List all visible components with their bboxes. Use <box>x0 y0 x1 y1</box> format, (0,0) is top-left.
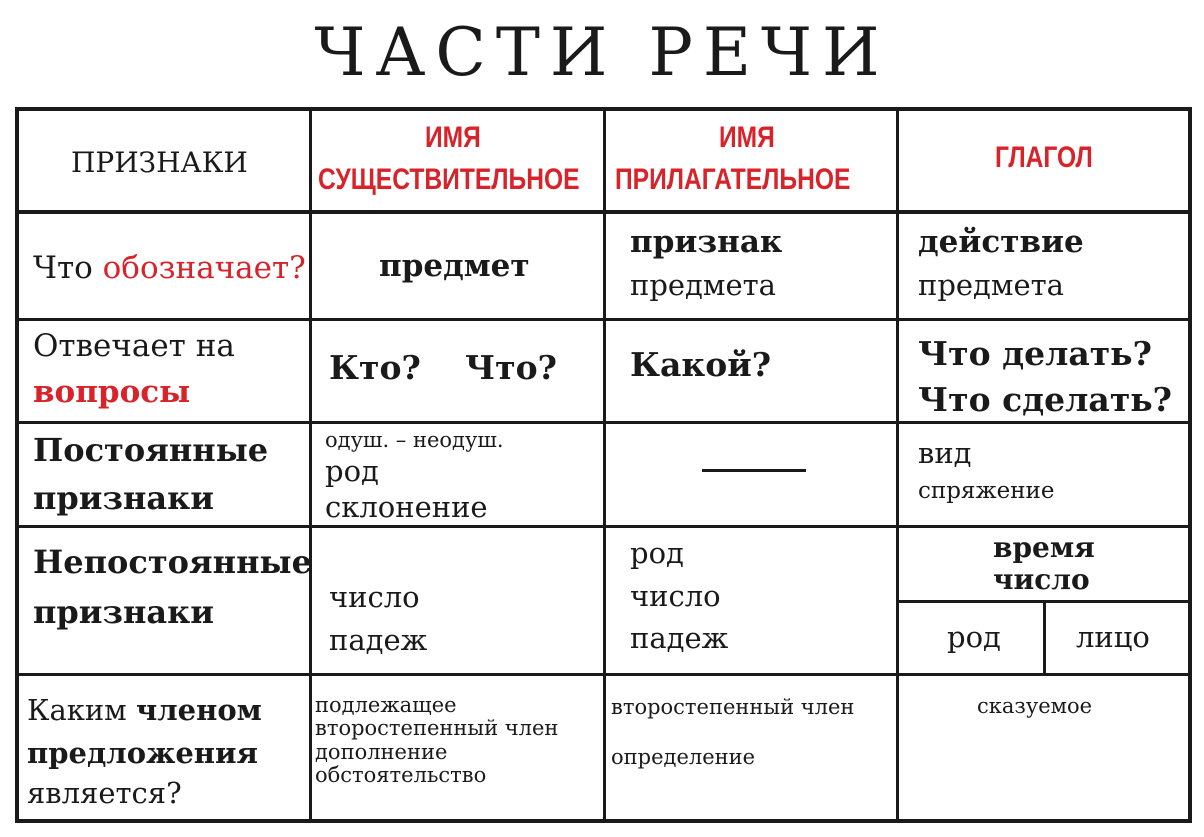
column-divider <box>896 111 899 819</box>
verb-syntax-predicate: сказуемое <box>977 694 1093 718</box>
header-adjective-line1: ИМЯ <box>719 121 775 154</box>
verb-question-1: Что делать? <box>918 334 1152 373</box>
row-constant-label-line1: Постоянные <box>33 431 269 469</box>
adjective-question: Какой? <box>630 345 772 384</box>
header-verb: ГЛАГОЛ <box>995 141 1093 174</box>
verb-constant-conjugation: спряжение <box>918 478 1055 504</box>
header-divider <box>19 210 1188 214</box>
noun-variable-case: падеж <box>329 623 428 657</box>
noun-constant-declension: склонение <box>325 490 488 524</box>
noun-syntax-subject: подлежащее <box>315 693 457 717</box>
noun-question-who: Кто? <box>329 348 421 387</box>
verb-constant-aspect: вид <box>918 436 972 470</box>
verb-subcell-divider <box>1043 601 1046 674</box>
page-title: ЧАСТИ РЕЧИ <box>314 14 890 91</box>
header-adjective-line2: ПРИЛАГАТЕЛЬНОЕ <box>615 163 851 196</box>
header-features: ПРИЗНАКИ <box>71 146 248 179</box>
row-divider <box>19 318 1188 321</box>
row-constant-label-line2: признаки <box>33 479 214 517</box>
verb-variable-tense: время <box>993 531 1095 564</box>
row-meaning-label <box>33 250 306 286</box>
row-syntax-label-plain: Каким <box>27 693 127 727</box>
row-questions-label-line1: Отвечает на <box>33 328 235 364</box>
adjective-meaning-line1: признак <box>630 224 783 260</box>
verb-meaning-line1: действие <box>918 224 1084 260</box>
noun-variable-number: число <box>329 580 420 614</box>
row-syntax-label-line3: является? <box>27 776 182 810</box>
row-syntax-label-line2: предложения <box>27 736 258 770</box>
adjective-syntax-attribute: определение <box>611 745 756 769</box>
column-divider <box>603 111 606 819</box>
verb-variable-number: число <box>993 563 1090 596</box>
noun-syntax-secondary: второстепенный член <box>315 716 559 740</box>
verb-question-2: Что сделать? <box>918 380 1172 419</box>
noun-syntax-object: дополнение <box>315 740 448 764</box>
adjective-meaning-line2: предмета <box>630 268 776 302</box>
adjective-variable-gender: род <box>630 536 684 570</box>
parts-of-speech-table <box>15 107 1192 823</box>
row-syntax-label-line1 <box>27 693 262 727</box>
row-questions-label-line2: вопросы <box>33 374 191 410</box>
noun-constant-animacy: одуш. – неодуш. <box>325 428 504 452</box>
row-divider <box>19 525 1188 528</box>
adjective-syntax-secondary: второстепенный член <box>611 695 855 719</box>
adjective-constant-dash <box>702 469 806 472</box>
column-divider <box>309 111 312 819</box>
header-noun-line1: ИМЯ <box>425 121 481 154</box>
verb-variable-gender: род <box>947 620 1001 654</box>
adjective-variable-case: падеж <box>630 621 729 655</box>
row-meaning-label-red: обозначает? <box>102 250 306 286</box>
adjective-variable-number: число <box>630 579 721 613</box>
row-divider <box>19 673 1188 676</box>
verb-meaning-line2: предмета <box>918 268 1064 302</box>
noun-syntax-adverbial: обстоятельство <box>315 763 487 787</box>
header-noun-line2: СУЩЕСТВИТЕЛЬНОЕ <box>318 163 580 196</box>
row-divider <box>19 421 1188 424</box>
row-meaning-label-plain: Что <box>33 250 93 286</box>
verb-variable-person: лицо <box>1076 620 1150 654</box>
noun-meaning: предмет <box>379 248 530 284</box>
row-syntax-label-bold: членом <box>135 693 262 727</box>
row-variable-label-line1: Непостоянные <box>33 543 312 581</box>
row-variable-label-line2: признаки <box>33 593 214 631</box>
noun-question-what: Что? <box>465 348 557 387</box>
noun-constant-gender: род <box>325 454 379 488</box>
